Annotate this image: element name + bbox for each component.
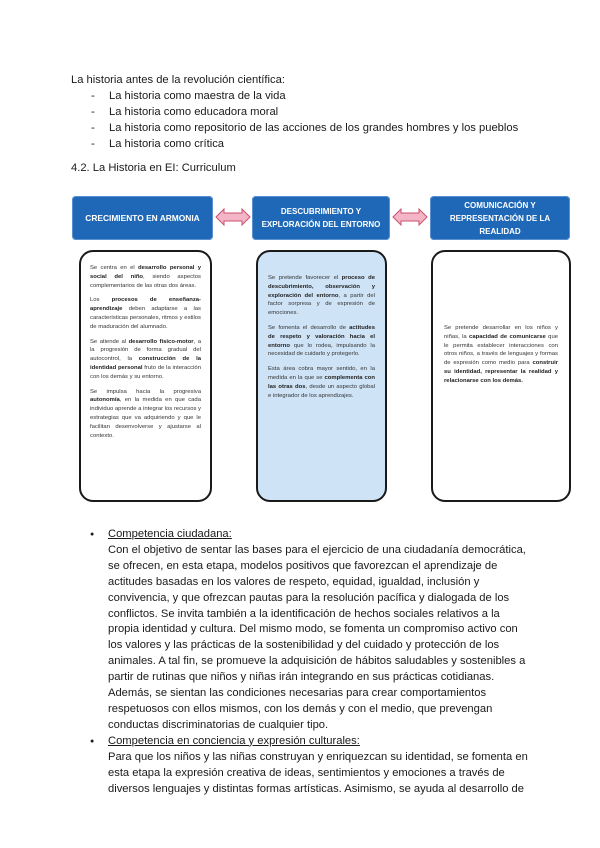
text: Se fomenta el desarrollo de (268, 324, 350, 331)
header-descubrimiento-line1: DESCUBRIMIENTO Y (280, 207, 362, 216)
column-comunicacion (431, 250, 571, 502)
intro-section (71, 72, 518, 152)
column-crecimiento (79, 250, 212, 502)
text-bold: desarrollo personal y social del niño (90, 265, 201, 280)
text-bold: proceso de descubrimiento, observación y exploración del entorno (268, 275, 375, 299)
text: Se pretende desarrollar en los niños y niñas, la (444, 325, 558, 340)
text-bold: construcción de la identidad personal (90, 356, 201, 371)
text: fruto de la interacción con los demás y su entorno. (90, 364, 201, 380)
text: que le permita establecer interacciones con otros niños, a través de lenguajes y formas de expresión como medio para (444, 333, 559, 367)
text: , en la medida en que cada individuo aprende a integrar los recursos y estrategias que va adquiriendo y que le facilitan desenvolverse y ajustarse al contexto. (90, 397, 202, 439)
bullet-text: Con el objetivo de sentar las bases para el ejercicio de una ciudadanía democrática, se ofrecen, en esta etapa, modelos positivos que favorezcan el aprendizaje de actitudes basadas en los valores de respeto, equidad, igualdad, inclusión y convivencia, y que ofrezcan pautas para la resolución pacífica y dialogada de los conflictos. Se invita también a la identificación de hechos sociales relativos a la propia identidad y cultura. Del mismo modo, se fomenta un compromiso activo con los valores y las prácticas de la sostenibilidad y del cuidado y protección de los animales. A tal fin, se promueve la adquisición de hábitos saludables y sostenibles a partir de rutinas que niños y niñas irán integrando en sus prácticas cotidianas. Además, se sientan las condiciones necesarias para crear comportamientos respetuosos con ellos mismos, con los demás y con el medio, que prevengan conductas discriminatorias de cualquier tipo. (108, 543, 526, 731)
intro-list-item: - La historia como maestra de la vida (91, 88, 518, 104)
col1-paragraph-3 (90, 338, 201, 382)
col1-paragraph-4 (90, 388, 201, 441)
header-crecimiento-label: CRECIMIENTO EN ARMONIA (85, 212, 200, 223)
list-item (90, 527, 530, 734)
bullet-title: ● Competencia en conciencia y expresión culturales: (108, 734, 360, 747)
text-bold: capacidad de comunicarse (469, 333, 546, 340)
column-descubrimiento (256, 250, 387, 502)
double-arrow-icon (215, 208, 251, 226)
col2-paragraph-3 (268, 365, 375, 400)
intro-list-item: - La historia como educadora moral (91, 104, 518, 120)
list-item (90, 734, 530, 798)
header-comunicacion-line2: REPRESENTACIÓN DE LA REALIDAD (449, 213, 551, 236)
double-arrow-icon (392, 208, 428, 226)
col2-paragraph-2 (268, 324, 375, 359)
text: Se centra en el (90, 265, 139, 271)
text-bold: autonomía (90, 397, 120, 404)
section-heading: 4.2. La Historia en EI: Curriculum (71, 162, 236, 174)
header-descubrimiento-text (262, 205, 381, 231)
text-bold: procesos de enseñanza-aprendizaje (90, 297, 202, 313)
header-comunicacion (430, 196, 570, 240)
text: deben adaptarse a las características personales, ritmos y estilos de maduración del alumnado. (90, 306, 201, 330)
competencias-list (90, 527, 530, 797)
text: Esta área cobra mayor sentido, en la medida en la que se (268, 366, 375, 381)
text: Se impulsa hacia la progresiva (90, 388, 201, 395)
bullet-text: Para que los niños y las niñas construyan y enriquezcan su identidad, se fomenta en esta etapa la expresión creativa de ideas, sentimientos y emociones a través de diversos lenguajes y distintas formas artísticas. Asimismo, se ayuda al desarrollo de (108, 750, 528, 795)
intro-list (71, 88, 518, 152)
text: que lo rodea, impulsando la necesidad de cuidarlo y protegerlo. (268, 342, 375, 358)
text: , a la progresión de forma gradual del autocontrol, la (90, 338, 201, 363)
intro-list-item: - La historia como crítica (91, 136, 518, 152)
header-comunicacion-line1: COMUNICACIÓN Y (464, 200, 536, 210)
text: , desde un aspecto global e integrador de los aprendizajes. (268, 383, 375, 399)
text: , siendo aspectos complementarios de las otras dos áreas. (90, 273, 201, 289)
col3-paragraph-1 (444, 324, 558, 386)
col1-paragraph-1 (90, 264, 201, 290)
header-comunicacion-text (430, 199, 570, 238)
text-bold: desarrollo físico-motor (128, 338, 194, 345)
bullet-title: ● Competencia ciudadana: (108, 528, 232, 540)
header-descubrimiento (252, 196, 390, 240)
col2-paragraph-1 (268, 274, 375, 318)
text: Se atiende al (90, 338, 129, 345)
text-bold: construir su identidad, representar la realidad y relacionarse con los demás. (444, 360, 558, 384)
text: Se pretende favorecer el (268, 275, 342, 281)
text-bold: actitudes de respeto y valoración hacia el entorno (268, 324, 375, 349)
text: Los (90, 297, 112, 304)
header-descubrimiento-line2: EXPLORACIÓN DEL ENTORNO (261, 220, 381, 229)
text-bold: complementa con las otras dos (268, 374, 375, 390)
intro-list-item: - La historia como repositorio de las acciones de los grandes hombres y los pueblos (91, 120, 518, 136)
header-crecimiento (72, 196, 213, 240)
col1-paragraph-2 (90, 296, 201, 331)
intro-heading: La historia antes de la revolución científica: (71, 74, 285, 86)
text: , a partir del factor sorpresa y de expresión de emociones. (268, 292, 375, 317)
